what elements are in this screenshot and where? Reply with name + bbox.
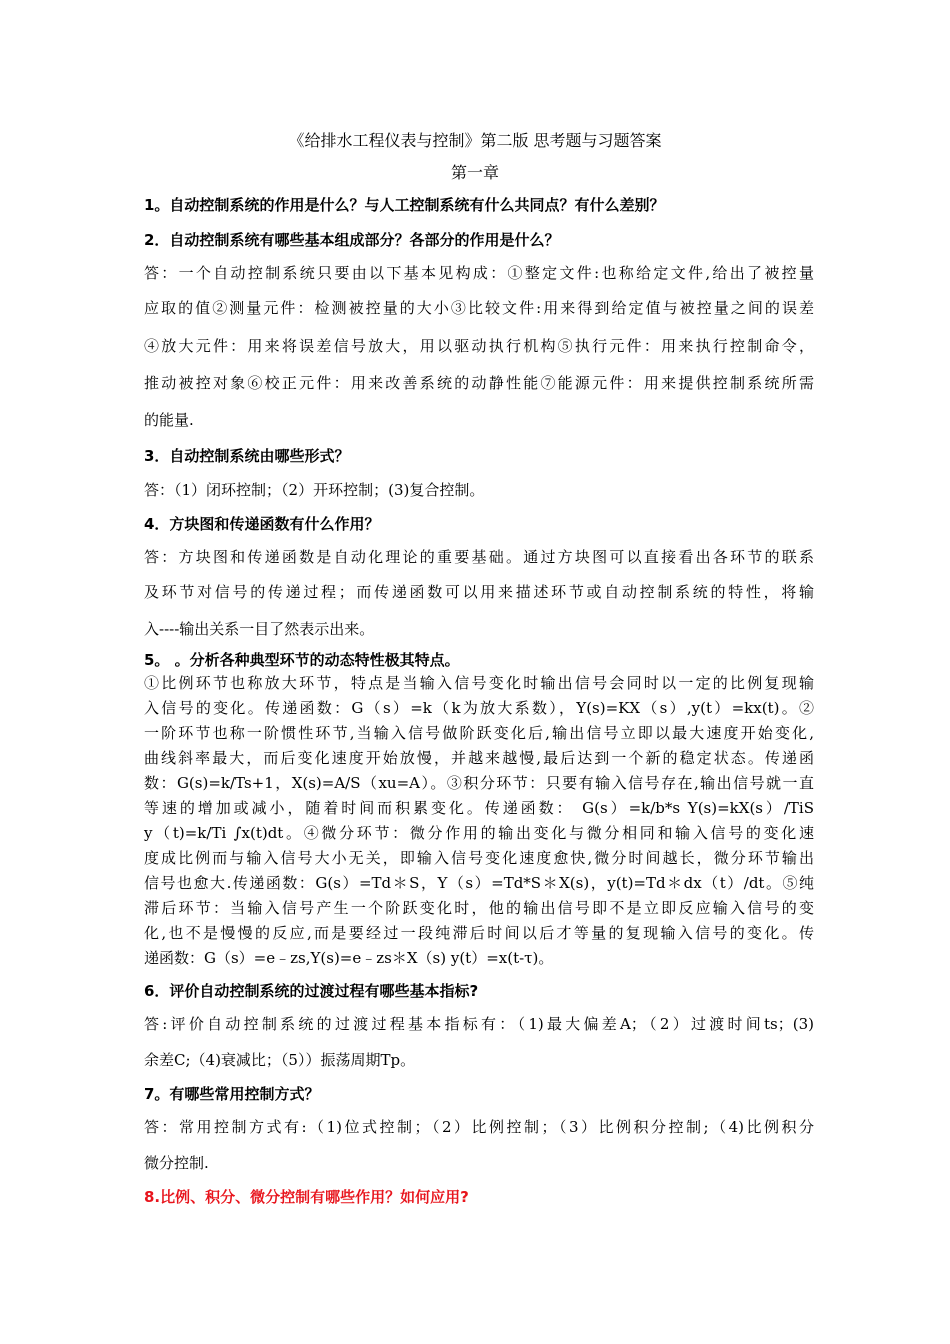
answer-5-line: 入信号的变化。传递函数：G（s）=k（k为放大系数），Y(s)=KX（s）,y(t）=kx(t)。②	[144, 699, 814, 717]
answer-4-line: 及环节对信号的传递过程；而传递函数可以用来描述环节或自动控制系统的特性，将输	[144, 583, 814, 601]
answer-5-line: 度成比例而与输入信号大小无关，即输入信号变化速度愈快,微分时间越长，微分环节输出	[144, 849, 814, 867]
answer-5-line: 化,也不是慢慢的反应,而是要经过一段纯滞后时间以后才等量的复现输入信号的变化。传	[144, 924, 814, 942]
answer-5-line: 曲线斜率最大，而后变化速度开始放慢，并越来越慢,最后达到一个新的稳定状态。传递函	[144, 749, 814, 767]
answer-5-line: 信号也愈大.传递函数：G(s）=Td＊S，Y（s）=Td*S＊X(s)，y(t)=Td＊dx（t）/dt。⑤纯	[144, 874, 814, 892]
answer-7-line: 答：常用控制方式有:（1)位式控制；（2）比例控制；（3）比例积分控制;（4)比例积分	[144, 1118, 814, 1136]
answer-5-line: ①比例环节也称放大环节，特点是当输入信号变化时输出信号会同时以一定的比例复现输	[144, 674, 814, 692]
answer-2-line: 推动被控对象⑥校正元件：用来改善系统的动静性能⑦能源元件：用来提供控制系统所需	[144, 374, 814, 392]
answer-2-line: 应取的值②测量元件：检测被控量的大小③比较文件:用来得到给定值与被控量之间的误差	[144, 299, 814, 317]
answer-2-line: 答：一个自动控制系统只要由以下基本见构成：①整定文件:也称给定文件,给出了被控量	[144, 264, 814, 282]
answer-5-line: 一阶环节也称一阶惯性环节,当输入信号做阶跃变化后,输出信号立即以最大速度开始变化,	[144, 724, 814, 742]
answer-2-line: ④放大元件：用来将误差信号放大，用以驱动执行机构⑤执行元件：用来执行控制命令，	[144, 337, 814, 355]
question-8: 8.比例、积分、微分控制有哪些作用？如何应用?	[144, 1188, 469, 1206]
question-6: 6．评价自动控制系统的过渡过程有哪些基本指标?	[144, 982, 479, 1000]
answer-4-line: 入----输出关系一目了然表示出来。	[144, 620, 375, 638]
answer-4-line: 答：方块图和传递函数是自动化理论的重要基础。通过方块图可以直接看出各环节的联系	[144, 548, 814, 566]
question-5: 5。 。分析各种典型环节的动态特性极其特点。	[144, 651, 460, 669]
answer-5-line: 数：G(s)=k/Ts+1，X(s)=A/S（xu=A）。③积分环节：只要有输入信号存在,输出信号就一直	[144, 774, 815, 792]
question-3: 3．自动控制系统由哪些形式？	[144, 447, 350, 465]
chapter-heading: 第一章	[450, 163, 499, 182]
answer-5-line: 递函数：G（s）=e﹣zs,Y(s)=e﹣zs＊X（s) y(t）=x(t-τ)。	[144, 949, 554, 967]
answer-5-line: y（t)=k/Ti ∫x(t)dt。④微分环节：微分作用的输出变化与微分相同和输入信号的变化速	[144, 824, 814, 842]
question-1: 1。自动控制系统的作用是什么？与人工控制系统有什么共同点？有什么差别？	[144, 196, 665, 214]
answer-3: 答：（1）闭环控制；（2）开环控制；(3)复合控制。	[144, 481, 485, 499]
answer-6-line: 答:评价自动控制系统的过渡过程基本指标有：（1)最大偏差A；（2）过渡时间ts；(3)	[144, 1015, 814, 1033]
answer-5-line: 等速的增加或减小，随着时间而积累变化。传递函数： G(s）=k/b*s Y(s)=kX(s）/TiS	[144, 799, 814, 817]
question-7: 7。有哪些常用控制方式？	[144, 1085, 320, 1103]
question-4: 4．方块图和传递函数有什么作用？	[144, 515, 380, 533]
answer-7-line: 微分控制.	[144, 1154, 209, 1172]
answer-6-line: 余差C;（4)衰减比；（5））振荡周期Tp。	[144, 1051, 416, 1069]
answer-2-line: 的能量.	[144, 411, 194, 429]
question-2: 2．自动控制系统有哪些基本组成部分？各部分的作用是什么？	[144, 231, 560, 249]
document-title: 《给排水工程仪表与控制》第二版 思考题与习题答案	[288, 131, 662, 150]
answer-5-line: 滞后环节：当输入信号产生一个阶跃变化时，他的输出信号即不是立即反应输入信号的变	[144, 899, 814, 917]
